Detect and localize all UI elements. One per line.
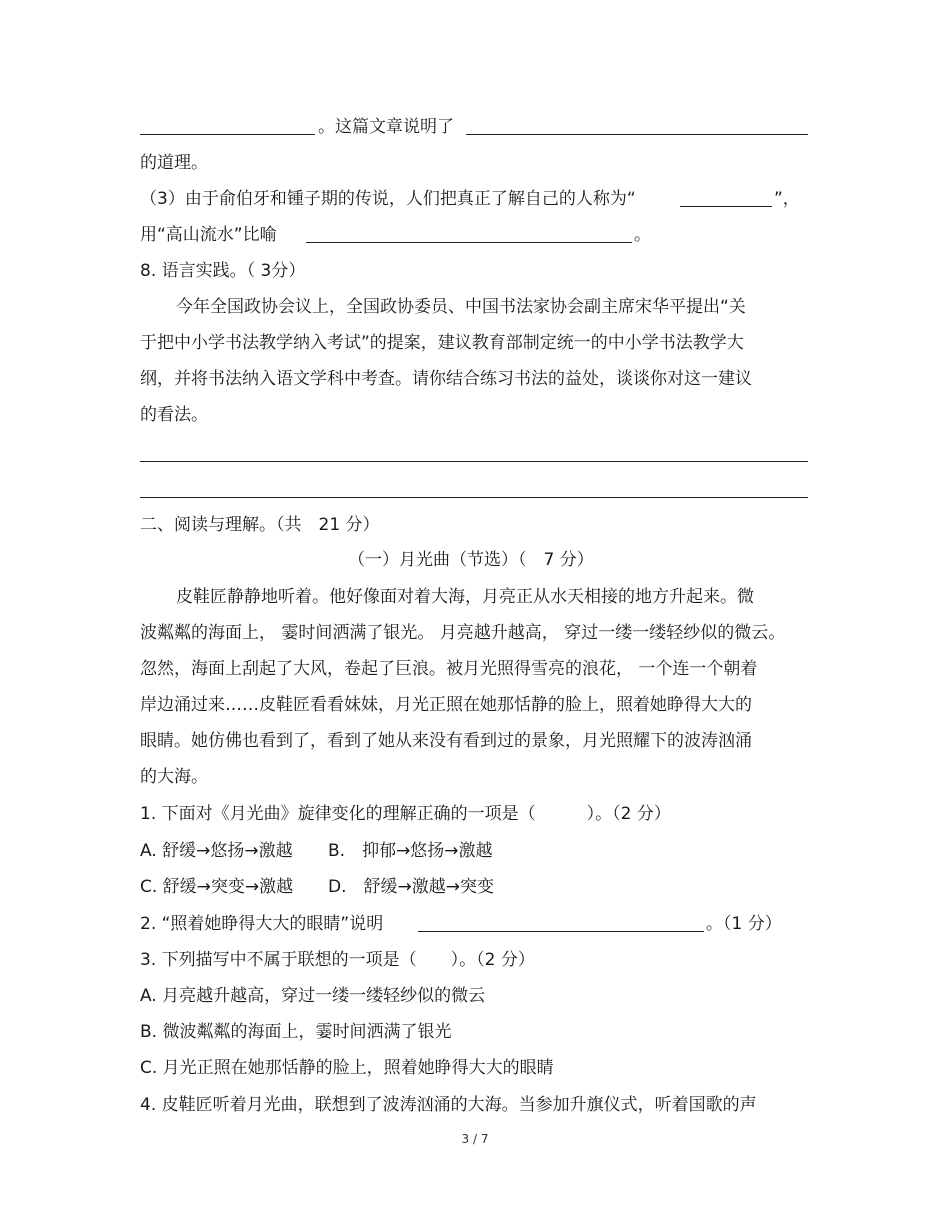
answer-line[interactable] [140,497,808,498]
q7-line1-text: 。这篇文章说明了 [318,117,454,137]
question-1-option-b: B. 抑郁→悠扬→激越 [328,841,493,861]
passage-title: （一）月光曲（节选）（ 7 分） [348,550,594,570]
q8-paragraph-line: 纲，并将书法纳入语文学科中考查。请你结合练习书法的益处，谈谈你对这一建议 [140,369,752,389]
question-3-option-c: C. 月光正照在她那恬静的脸上，照着她睁得大大的眼睛 [140,1058,554,1078]
q7-item3-end: 。 [634,225,651,245]
question-1-option-d: D. 舒缓→激越→突变 [328,877,494,897]
answer-line[interactable] [140,461,808,462]
question-3-option-a: A. 月亮越升越高，穿过一缕一缕轻纱似的微云 [140,986,486,1006]
q7-item3-close: ”， [774,189,800,209]
question-2-end: 。（1 分） [706,914,782,934]
q8-paragraph-line: 于把中小学书法教学纳入考试”的提案，建议教育部制定统一的中小学书法教学大 [140,333,744,353]
q7-item3-text: （3）由于俞伯牙和锺子期的传说，人们把真正了解自己的人称为“ [140,189,636,209]
passage-line: 岸边涌过来……皮鞋匠看看妹妹，月光正照在她那恬静的脸上，照着她睁得大大的 [140,695,752,715]
page-number: 3 / 7 [461,1132,489,1146]
question-3-stem: 3. 下列描写中不属于联想的一项是（ ）。（2 分） [140,950,535,970]
section-heading: 二、阅读与理解。（共 21 分） [140,515,380,535]
question-4-stem: 4. 皮鞋匠听着月光曲，联想到了波涛汹涌的大海。当参加升旗仪式，听着国歌的声 [140,1095,757,1115]
passage-line: 眼睛。她仿佛也看到了，看到了她从来没有看到过的景象，月光照耀下的波涛汹涌 [140,731,752,751]
passage-line: 忽然，海面上刮起了大风，卷起了巨浪。被月光照得雪亮的浪花， 一个连一个朝着 [140,659,758,679]
question-3-option-b: B. 微波粼粼的海面上，霎时间洒满了银光 [140,1022,452,1042]
answer-blank[interactable] [418,931,704,932]
q7-item3-line2: 用“高山流水”比喻 [140,225,277,245]
question-1-option-a: A. 舒缓→悠扬→激越 [140,841,293,861]
question-1-stem: 1. 下面对《月光曲》旋律变化的理解正确的一项是（ ）。（2 分） [140,804,671,824]
q8-paragraph-line: 的看法。 [140,405,208,425]
q8-heading: 8. 语言实践。（ 3分） [140,261,306,281]
passage-line: 的大海。 [140,767,208,787]
answer-blank[interactable] [306,242,632,243]
answer-blank[interactable] [680,206,772,207]
question-2-stem: 2. “照着她睁得大大的眼睛”说明 [140,914,384,934]
question-1-option-c: C. 舒缓→突变→激越 [140,877,294,897]
passage-line: 皮鞋匠静静地听着。他好像面对着大海，月亮正从水天相接的地方升起来。微 [176,587,754,607]
answer-blank[interactable] [466,134,808,135]
q8-paragraph-line: 今年全国政协会议上，全国政协委员、中国书法家协会副主席宋华平提出“关 [176,297,746,317]
answer-blank[interactable] [140,134,315,135]
q7-line2-text: 的道理。 [140,153,208,173]
passage-line: 波粼粼的海面上， 霎时间洒满了银光。 月亮越升越高， 穿过一缕一缕轻纱似的微云。 [140,623,786,643]
